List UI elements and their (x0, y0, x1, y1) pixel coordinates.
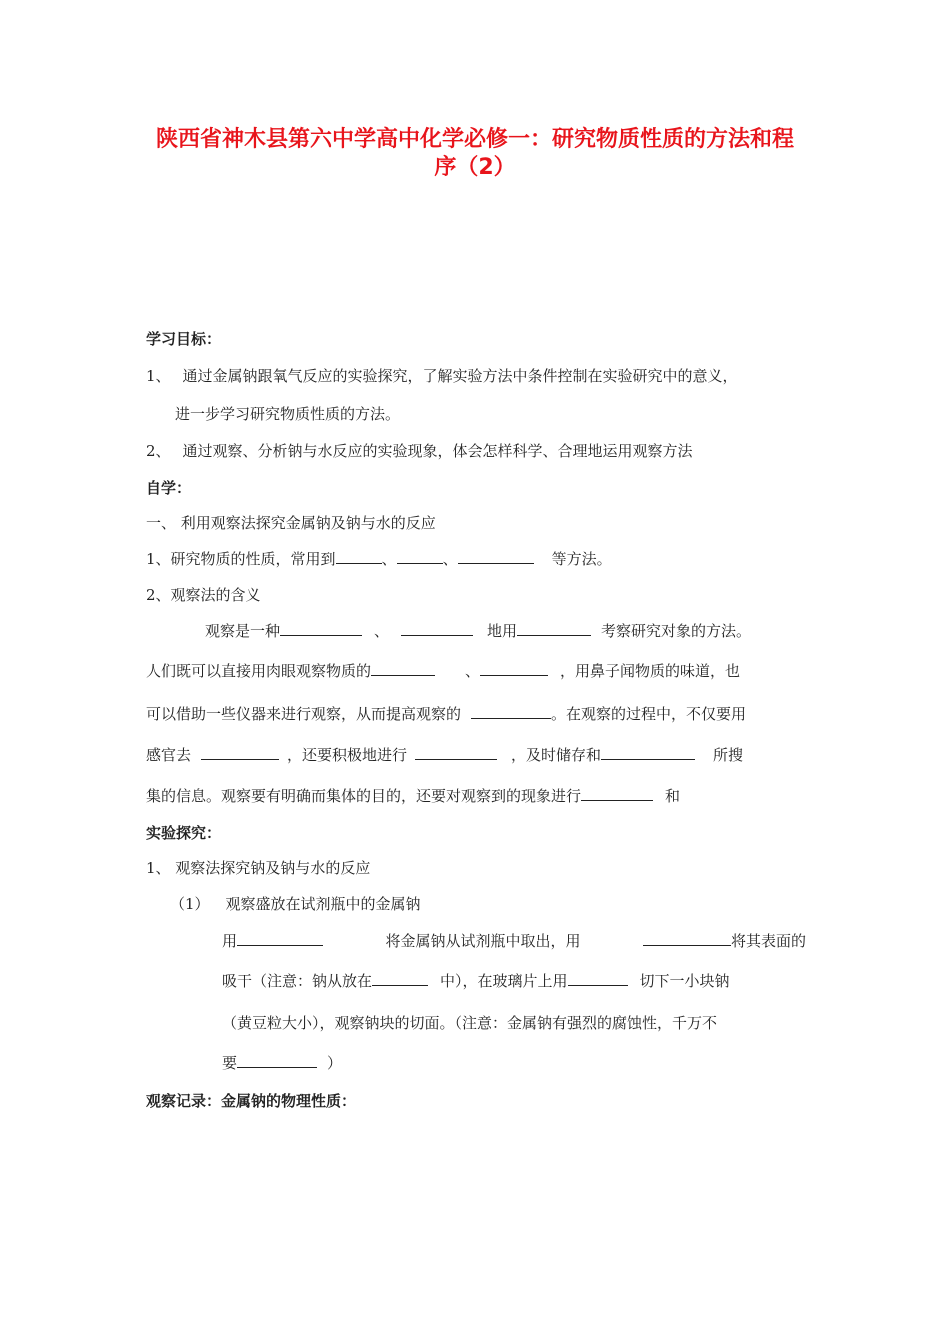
goal-1-text: 通过金属钠跟氧气反应的实验探究，了解实验方法中条件控制在实验研究中的意义， (182, 367, 738, 385)
fill-blank[interactable] (371, 661, 435, 676)
experiment-item-1: 1、 观察法探究钠及钠与水的反应 (146, 859, 371, 877)
text: 切下一小块钠 (639, 972, 730, 990)
experiment-line-1 (222, 930, 806, 951)
text: 考察研究对象的方法。 (601, 622, 752, 640)
question-1-end: 等方法。 (551, 550, 612, 568)
experiment-heading: 实验探究： (146, 824, 222, 842)
record-heading: 观察记录：金属钠的物理性质： (146, 1092, 357, 1110)
text: 人们既可以直接用肉眼观察物质的 (146, 662, 372, 680)
goals-heading: 学习目标： (146, 330, 222, 348)
text: ，还要积极地进行 (287, 746, 408, 764)
text: 所搜 (713, 746, 744, 764)
text: 用 (222, 932, 238, 950)
paragraph-line-5 (146, 785, 680, 806)
page-title-line-1: 陕西省神木县第六中学高中化学必修一：研究物质性质的方法和程 (155, 127, 794, 152)
text: ，用鼻子闻物质的味道，也 (560, 662, 741, 680)
text: 、 (465, 662, 481, 680)
fill-blank[interactable] (201, 745, 279, 760)
question-2: 2、观察法的含义 (146, 586, 261, 604)
fill-blank[interactable] (415, 745, 497, 760)
experiment-sub-1 (170, 893, 421, 914)
text: 。在观察的过程中，不仅要用 (551, 705, 747, 723)
paragraph-line-4 (146, 744, 743, 765)
text: 感官去 (146, 746, 192, 764)
text: 将金属钠从试剂瓶中取出，用 (385, 932, 581, 950)
paragraph-line-3 (146, 703, 746, 724)
text: ） (327, 1054, 343, 1072)
text: 要 (222, 1054, 238, 1072)
paragraph-line-1 (205, 620, 751, 641)
fill-blank[interactable] (601, 745, 695, 760)
goal-2 (146, 440, 693, 461)
text: 吸干（注意：钠从放在 (222, 972, 373, 990)
fill-blank[interactable] (643, 931, 731, 946)
goal-1-line-1 (146, 365, 738, 386)
text: 和 (665, 787, 681, 805)
experiment-line-3: （黄豆粒大小），观察钠块的切面。（注意：金属钠有强烈的腐蚀性，千万不 (222, 1014, 718, 1032)
goal-1-number: 1、 (146, 367, 171, 385)
text: ，及时储存和 (511, 746, 602, 764)
self-study-heading: 自学： (146, 479, 192, 497)
fill-blank[interactable] (336, 549, 382, 564)
fill-blank[interactable] (372, 971, 428, 986)
goal-2-text: 通过观察、分析钠与水反应的实验现象，体会怎样科学、合理地运用观察方法 (182, 442, 693, 460)
text: 集的信息。观察要有明确而集体的目的，还要对观察到的现象进行 (146, 787, 582, 805)
experiment-line-4 (222, 1052, 342, 1073)
text: 观察是一种 (205, 622, 281, 640)
goal-2-number: 2、 (146, 442, 171, 460)
fill-blank[interactable] (471, 704, 551, 719)
text: 将其表面的 (730, 932, 806, 950)
sub-title: 观察盛放在试剂瓶中的金属钠 (225, 895, 421, 913)
sub-number: （1） (170, 895, 210, 913)
fill-blank[interactable] (397, 549, 443, 564)
experiment-line-2 (222, 970, 730, 991)
self-study-section-1: 一、 利用观察法探究金属钠及钠与水的反应 (146, 514, 436, 532)
fill-blank[interactable] (568, 971, 628, 986)
fill-blank[interactable] (581, 786, 653, 801)
separator: 、 (442, 550, 458, 568)
fill-blank[interactable] (517, 621, 591, 636)
page-title-line-2: 序（2） (434, 155, 516, 180)
fill-blank[interactable] (280, 621, 362, 636)
fill-blank[interactable] (237, 931, 323, 946)
paragraph-line-2 (146, 660, 740, 681)
text: 、 (374, 622, 390, 640)
fill-blank[interactable] (480, 661, 548, 676)
text: 可以借助一些仪器来进行观察，从而提高观察的 (146, 705, 462, 723)
separator: 、 (381, 550, 397, 568)
text: 中），在玻璃片上用 (440, 972, 568, 990)
question-1 (146, 548, 612, 569)
fill-blank[interactable] (237, 1053, 317, 1068)
text: 地用 (487, 622, 518, 640)
fill-blank[interactable] (458, 549, 534, 564)
goal-1-line-2: 进一步学习研究物质性质的方法。 (175, 405, 401, 423)
question-1-text: 1、研究物质的性质，常用到 (146, 550, 336, 568)
fill-blank[interactable] (401, 621, 473, 636)
